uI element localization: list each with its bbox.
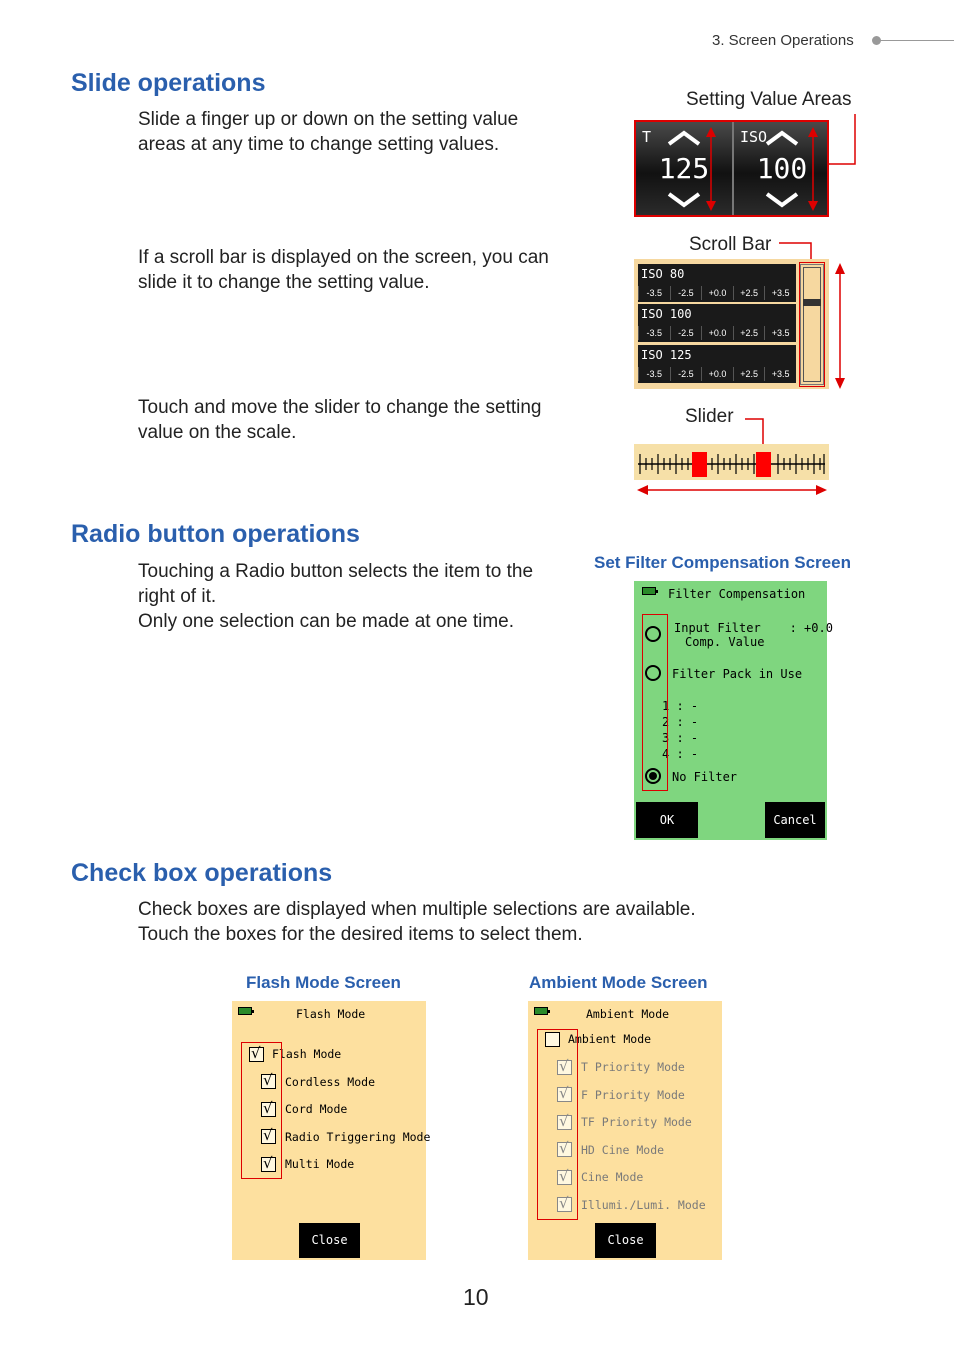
radio-operations-heading: Radio button operations xyxy=(71,520,360,548)
filter-slot: 2 : - xyxy=(662,715,699,729)
radio-highlight xyxy=(642,614,668,791)
flash-mode-screen xyxy=(232,1001,431,1260)
tick-label: +0.0 xyxy=(701,326,733,340)
slide-paragraph-1 xyxy=(138,107,518,157)
text-line: Only one selection can be made at one time. xyxy=(138,611,515,632)
check-paragraph xyxy=(138,897,696,947)
tick-label: +2.5 xyxy=(733,286,765,300)
checkbox-label: HD Cine Mode xyxy=(581,1143,665,1157)
shutter-value: 125 xyxy=(658,152,710,185)
tick-label: +0.0 xyxy=(701,367,733,381)
checkbox-label: Flash Mode xyxy=(272,1047,342,1061)
tick-label: +2.5 xyxy=(733,326,765,340)
header-rule xyxy=(878,40,954,41)
slide-paragraph-2 xyxy=(138,245,549,295)
checkbox-highlight xyxy=(537,1029,578,1220)
iso-label: ISO 80 xyxy=(641,267,685,281)
battery-icon xyxy=(642,587,656,595)
vertical-double-arrow-icon xyxy=(806,126,820,212)
flash-screen-caption: Flash Mode Screen xyxy=(246,973,401,992)
checkbox-cord-mode[interactable]: √ xyxy=(261,1102,276,1117)
checkbox-label: Illumi./Lumi. Mode xyxy=(581,1198,706,1212)
setting-value-areas[interactable] xyxy=(634,120,829,217)
checkbox-highlight xyxy=(241,1042,282,1179)
checkbox-hd-cine-mode[interactable]: √ xyxy=(557,1142,572,1157)
vertical-double-arrow-icon xyxy=(832,262,848,390)
tick-label: +2.5 xyxy=(733,367,765,381)
tick-label: +3.5 xyxy=(764,326,796,340)
tick-label: +0.0 xyxy=(701,286,733,300)
tick-label: -2.5 xyxy=(670,367,702,381)
screen-title: Flash Mode xyxy=(296,1007,366,1021)
chevron-down-icon xyxy=(666,192,702,208)
shutter-tag: T xyxy=(642,128,652,146)
text-line: Slide a finger up or down on the setting value xyxy=(138,109,519,130)
ambient-screen-caption: Ambient Mode Screen xyxy=(529,973,708,992)
iso-tag: ISO xyxy=(740,128,768,146)
text-line: If a scroll bar is displayed on the screen, you can xyxy=(138,247,549,268)
iso-label: ISO 125 xyxy=(641,348,692,362)
text-line: value on the scale. xyxy=(138,422,297,443)
scrollbar-highlight xyxy=(799,262,825,387)
comp-value-label: Comp. Value xyxy=(685,635,765,649)
slide-operations-heading: Slide operations xyxy=(71,69,266,97)
chevron-down-icon xyxy=(764,192,800,208)
tick-label: -3.5 xyxy=(638,367,670,381)
scroll-row[interactable] xyxy=(638,264,796,302)
slider-label: Slider xyxy=(685,406,734,427)
setting-callout-line xyxy=(826,112,858,167)
checkbox-flash-mode[interactable]: √ xyxy=(249,1047,264,1062)
screen-title: Ambient Mode xyxy=(586,1007,670,1021)
slider-handle[interactable] xyxy=(756,452,771,477)
filter-screen-caption: Set Filter Compensation Screen xyxy=(594,553,851,572)
close-button[interactable]: Close xyxy=(299,1223,360,1258)
text-line: slide it to change the setting value. xyxy=(138,272,430,293)
checkbox-illumi-lumi-mode[interactable]: √ xyxy=(557,1197,572,1212)
checkbox-cordless-mode[interactable]: √ xyxy=(261,1074,276,1089)
text-line: Touch the boxes for the desired items to select them. xyxy=(138,924,583,945)
tick-label: +3.5 xyxy=(764,367,796,381)
text-line: Check boxes are displayed when multiple selections are available. xyxy=(138,899,696,920)
tick-label: -3.5 xyxy=(638,286,670,300)
tick-label: -2.5 xyxy=(670,326,702,340)
battery-icon xyxy=(534,1007,548,1015)
checkbox-label: Cordless Mode xyxy=(285,1075,376,1089)
section-header: 3. Screen Operations xyxy=(712,32,854,49)
ambient-mode-screen xyxy=(528,1001,722,1260)
filter-slot: 3 : - xyxy=(662,731,699,745)
scroll-bar-label: Scroll Bar xyxy=(689,234,772,255)
checkbox-label: Multi Mode xyxy=(285,1157,355,1171)
checkbox-cine-mode[interactable]: √ xyxy=(557,1170,572,1185)
chevron-up-icon xyxy=(764,130,800,146)
ok-button[interactable]: OK xyxy=(636,802,698,838)
checkbox-label: Cine Mode xyxy=(581,1170,644,1184)
filter-slot: 4 : - xyxy=(662,747,699,761)
page-number: 10 xyxy=(463,1284,489,1310)
text-line: Touching a Radio button selects the item to the xyxy=(138,561,534,582)
tick-label: -3.5 xyxy=(638,326,670,340)
radio-paragraph xyxy=(138,559,533,634)
checkbox-label: F Priority Mode xyxy=(581,1088,685,1102)
checkbox-label: TF Priority Mode xyxy=(581,1115,692,1129)
checkbox-label: Radio Triggering Mode xyxy=(285,1130,431,1144)
check-operations-heading: Check box operations xyxy=(71,859,333,887)
horizontal-double-arrow-icon xyxy=(636,483,828,497)
input-filter-label: Input Filter : +0.0 xyxy=(674,621,833,635)
iso-label: ISO 100 xyxy=(641,307,692,321)
checkbox-multi-mode[interactable]: √ xyxy=(261,1157,276,1172)
checkbox-label: Ambient Mode xyxy=(568,1032,652,1046)
checkbox-tf-priority-mode[interactable]: √ xyxy=(557,1115,572,1130)
tick-label: +3.5 xyxy=(764,286,796,300)
scroll-row[interactable] xyxy=(638,345,796,383)
checkbox-radio-triggering-mode[interactable]: √ xyxy=(261,1129,276,1144)
close-button[interactable]: Close xyxy=(595,1223,656,1258)
chevron-up-icon xyxy=(666,130,702,146)
iso-value: 100 xyxy=(756,152,808,185)
slider-scale[interactable] xyxy=(634,444,829,480)
checkbox-t-priority-mode[interactable]: √ xyxy=(557,1060,572,1075)
slide-paragraph-3 xyxy=(138,395,541,445)
scroll-row[interactable] xyxy=(638,304,796,342)
checkbox-label: Cord Mode xyxy=(285,1102,348,1116)
text-line: Touch and move the slider to change the setting xyxy=(138,397,542,418)
cancel-button[interactable]: Cancel xyxy=(765,802,825,838)
tick-label: -2.5 xyxy=(670,286,702,300)
checkbox-label: T Priority Mode xyxy=(581,1060,685,1074)
scroll-list[interactable] xyxy=(634,259,829,389)
filter-compensation-screen xyxy=(634,581,833,840)
checkbox-f-priority-mode[interactable]: √ xyxy=(557,1087,572,1102)
filter-pack-label: Filter Pack in Use xyxy=(672,667,803,681)
slider-handle[interactable] xyxy=(692,452,707,477)
shutter-setting-area[interactable] xyxy=(636,122,732,215)
slider-ruler xyxy=(634,444,829,480)
filter-slot: 1 : - xyxy=(662,699,699,713)
battery-icon xyxy=(238,1007,252,1015)
vertical-double-arrow-icon xyxy=(704,126,718,212)
text-line: right of it. xyxy=(138,586,217,607)
setting-value-areas-label: Setting Value Areas xyxy=(686,89,852,110)
text-line: areas at any time to change setting values. xyxy=(138,134,500,155)
iso-setting-area[interactable] xyxy=(734,122,830,215)
no-filter-label: No Filter xyxy=(672,770,738,784)
screen-title: Filter Compensation xyxy=(668,587,806,601)
